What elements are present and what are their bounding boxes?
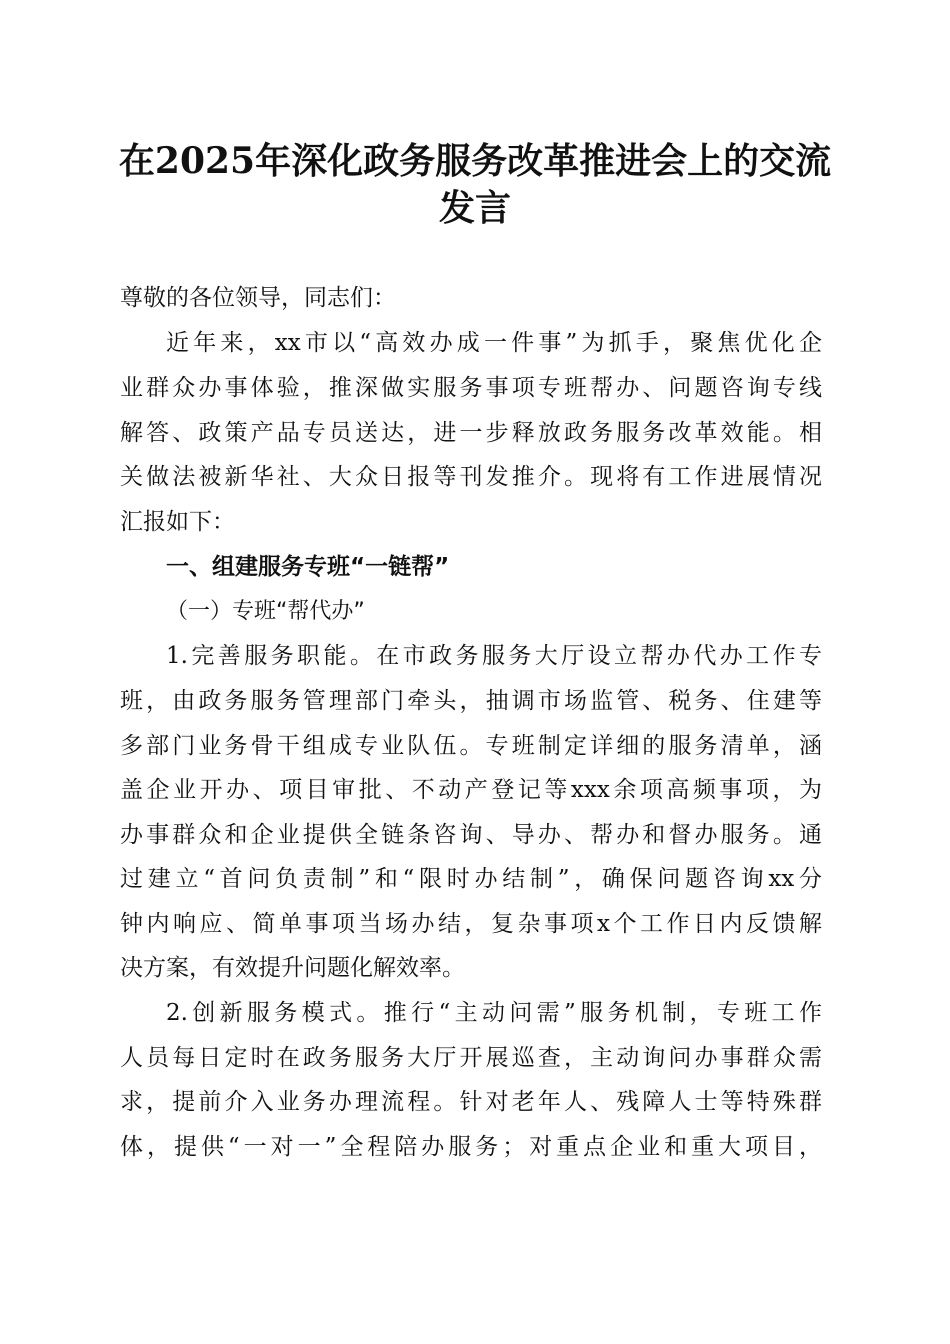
intro-line: 解答、政策产品专员送达，进一步释放政务服务改革效能。相 (120, 420, 822, 446)
salutation: 尊敬的各位领导，同志们： (120, 285, 396, 311)
paragraph-line: 班，由政务服务管理部门牵头，抽调市场监管、税务、住建等 (120, 688, 822, 714)
paragraph-line: 求，提前介入业务办理流程。针对老年人、残障人士等特殊群 (120, 1089, 822, 1115)
paragraph-line: 办事群众和企业提供全链条咨询、导办、帮办和督办服务。通 (120, 822, 822, 848)
paragraph-line: 决方案，有效提升问题化解效率。 (120, 955, 465, 981)
intro-line: 近年来，xx市以“高效办成一件事”为抓手，聚焦优化企 (166, 330, 822, 356)
section-heading: 一、组建服务专班“一链帮” (166, 554, 450, 580)
paragraph-line: 钟内响应、简单事项当场办结，复杂事项x个工作日内反馈解 (120, 911, 822, 937)
intro-line: 关做法被新华社、大众日报等刊发推介。现将有工作进展情况 (120, 464, 822, 490)
paragraph-line: 过建立“首问负责制”和“限时办结制”，确保问题咨询xx分 (120, 866, 822, 892)
document-title-line-1: 在2025年深化政务服务改革推进会上的交流 (118, 140, 832, 182)
subsection-heading: （一）专班“帮代办” (166, 599, 365, 624)
intro-line: 业群众办事体验，推深做实服务事项专班帮办、问题咨询专线 (120, 375, 822, 401)
paragraph-line: 2.创新服务模式。推行“主动问需”服务机制，专班工作 (166, 1000, 822, 1026)
paragraph-line: 多部门业务骨干组成专业队伍。专班制定详细的服务清单，涵 (120, 733, 822, 759)
paragraph-line: 1.完善服务职能。在市政务服务大厅设立帮办代办工作专 (166, 643, 822, 669)
intro-line: 汇报如下： (120, 509, 235, 535)
paragraph-line: 人员每日定时在政务服务大厅开展巡查，主动询问办事群众需 (120, 1045, 822, 1071)
document-title-line-2: 发言 (438, 187, 511, 229)
paragraph-line: 体，提供“一对一”全程陪办服务；对重点企业和重大项目， (120, 1134, 822, 1160)
paragraph-line: 盖企业开办、项目审批、不动产登记等xxx余项高频事项，为 (120, 777, 822, 803)
